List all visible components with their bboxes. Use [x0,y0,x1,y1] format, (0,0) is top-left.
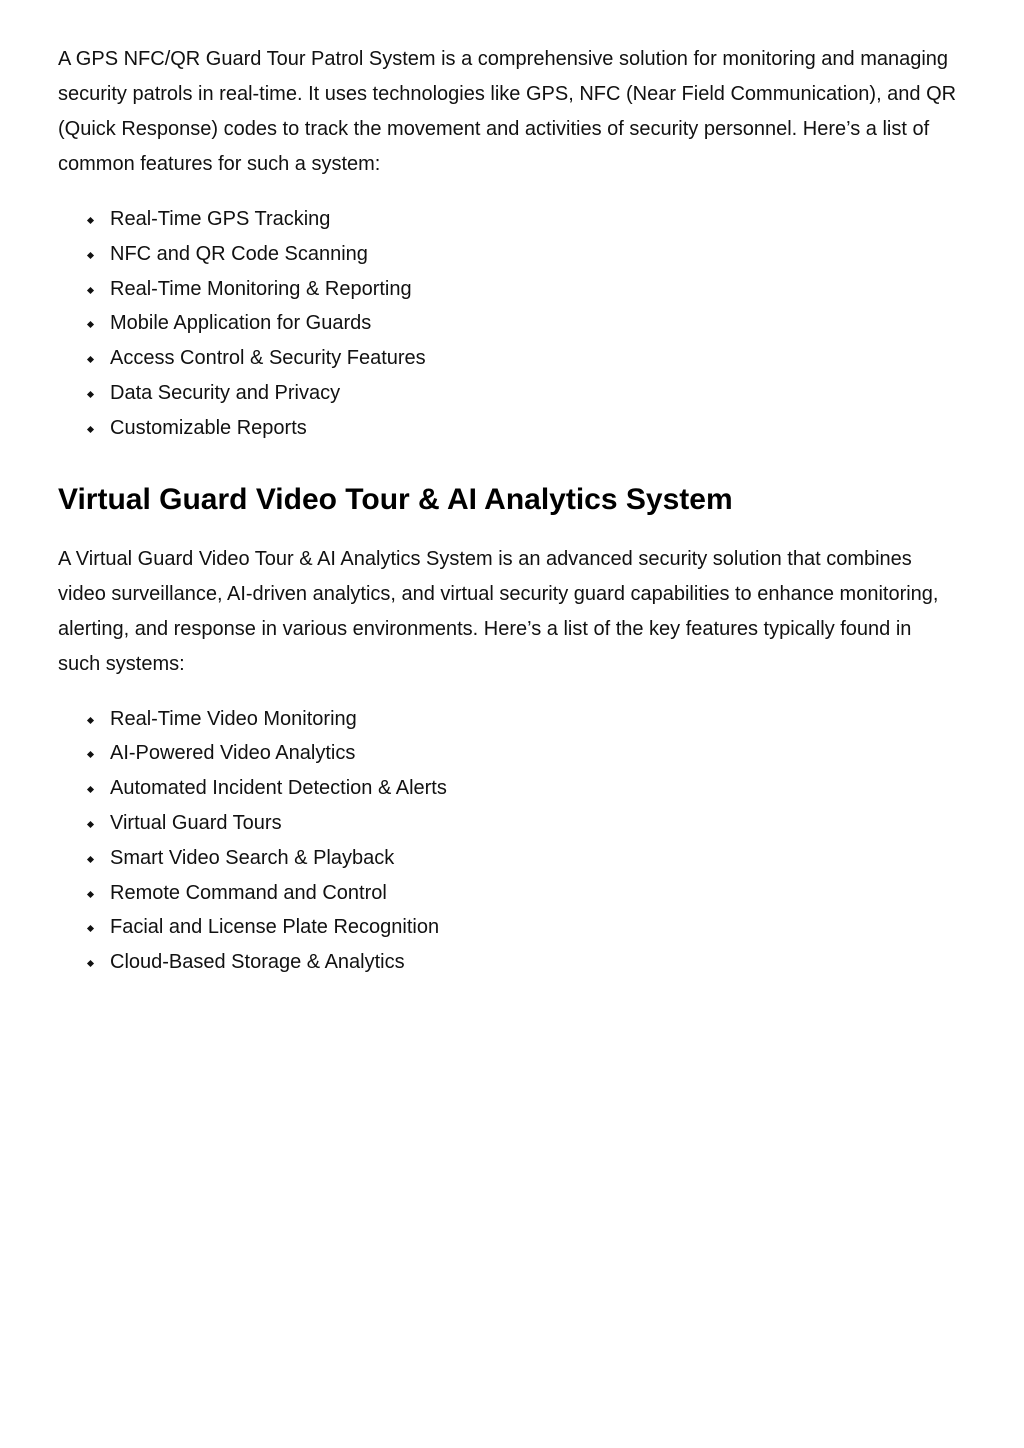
list-item [58,806,958,841]
diamond-bullet-icon [87,391,94,398]
diamond-bullet-icon [87,891,94,898]
list-item-label: Remote Command and Control [110,881,387,904]
gps-feature-list [58,202,958,446]
section-heading: Virtual Guard Video Tour & AI Analytics System [58,482,733,516]
diamond-bullet-icon [87,252,94,259]
list-item [58,841,958,876]
list-item [58,341,958,376]
diamond-bullet-icon [87,717,94,724]
diamond-bullet-icon [87,321,94,328]
list-item-label: NFC and QR Code Scanning [110,242,368,265]
list-item-label: Access Control & Security Features [110,347,426,370]
list-item [58,306,958,341]
list-item-label: Virtual Guard Tours [110,811,282,834]
list-item [58,910,958,945]
virtual-section-paragraph: A Virtual Guard Video Tour & AI Analytics System is an advanced security solution that combines video surveillance, AI-driven analytics, and virtual security guard capabilities to enhance monitoring, alerting, and response in various environments. Here’s a list of the key features typically found in such systems: [58,547,939,675]
list-item-label: Real-Time Video Monitoring [110,707,357,730]
virtual-feature-list [58,702,958,980]
list-item-label: Cloud-Based Storage & Analytics [110,951,405,974]
diamond-bullet-icon [87,751,94,758]
list-item-label: AI-Powered Video Analytics [110,742,356,765]
list-item [58,702,958,737]
diamond-bullet-icon [87,960,94,967]
diamond-bullet-icon [87,287,94,294]
diamond-bullet-icon [87,821,94,828]
document-page [58,42,958,980]
list-item-label: Facial and License Plate Recognition [110,916,440,939]
list-item [58,411,958,446]
list-item-label: Mobile Application for Guards [110,312,372,335]
intro-paragraph: A GPS NFC/QR Guard Tour Patrol System is a comprehensive solution for monitoring and managing security patrols in real-time. It uses technologies like GPS, NFC (Near Field Communication), and QR (Quick Response) codes to track the movement and activities of security personnel. Here’s a list of common features for such a system: [58,48,957,175]
list-item [58,272,958,307]
diamond-bullet-icon [87,426,94,433]
diamond-bullet-icon [87,925,94,932]
list-item-label: Automated Incident Detection & Alerts [110,777,447,800]
list-item [58,771,958,806]
list-item-label: Data Security and Privacy [110,381,341,404]
list-item-label: Smart Video Search & Playback [110,846,395,869]
list-item [58,945,958,980]
list-item-label: Real-Time Monitoring & Reporting [110,277,412,300]
list-item [58,237,958,272]
diamond-bullet-icon [87,786,94,793]
list-item [58,736,958,771]
list-item-label: Real-Time GPS Tracking [110,208,331,230]
list-item [58,376,958,411]
diamond-bullet-icon [87,356,94,363]
list-item [58,202,958,237]
diamond-bullet-icon [87,856,94,863]
list-item [58,876,958,911]
diamond-bullet-icon [87,217,94,224]
list-item-label: Customizable Reports [110,416,307,439]
